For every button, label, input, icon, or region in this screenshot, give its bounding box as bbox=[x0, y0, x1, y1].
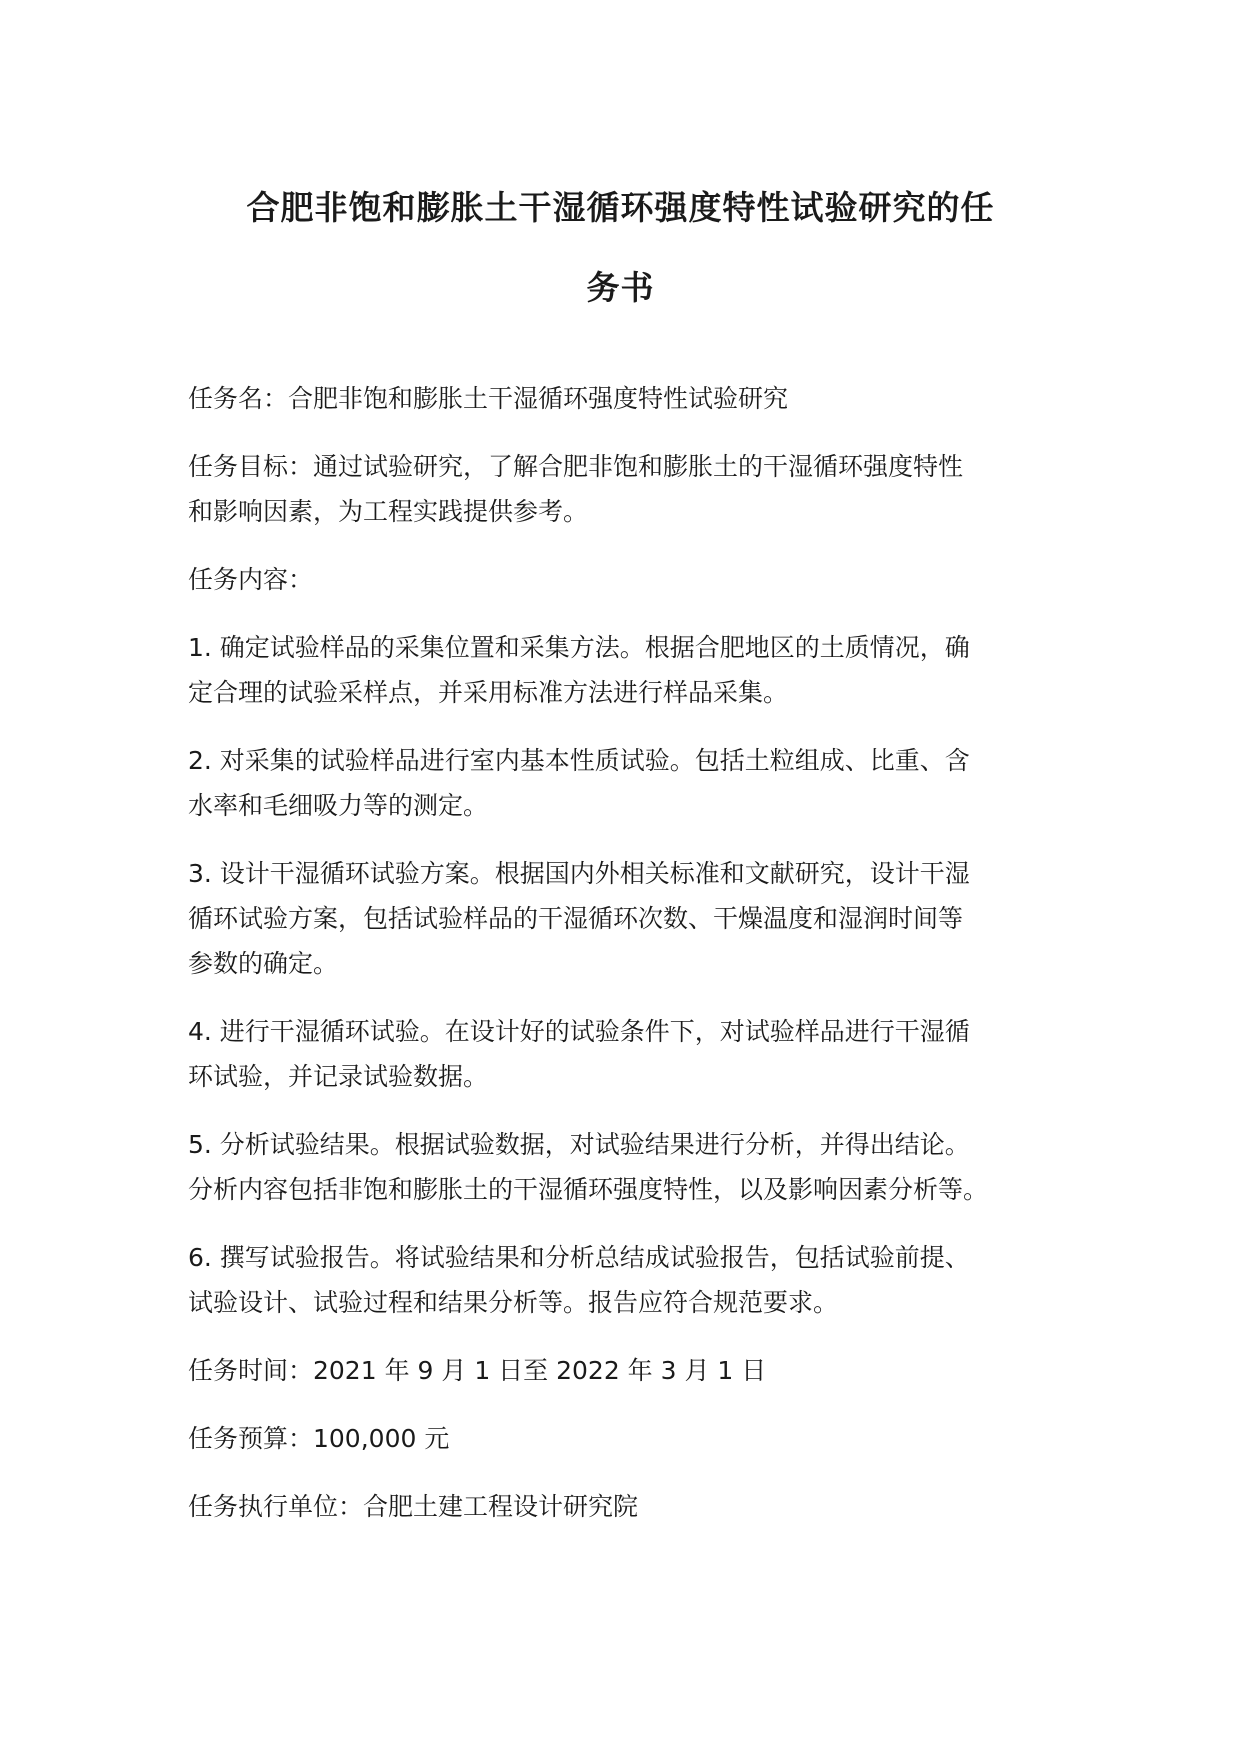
task-item-1-line-1: 1. 确定试验样品的采集位置和采集方法。根据合肥地区的土质情况，确 bbox=[188, 633, 970, 662]
task-item-6-line-1: 6. 撰写试验报告。将试验结果和分析总结成试验报告，包括试验前提、 bbox=[188, 1243, 970, 1272]
task-item-2-line-2: 水率和毛细吸力等的测定。 bbox=[188, 791, 489, 820]
task-item-3-line-1: 3. 设计干湿循环试验方案。根据国内外相关标准和文献研究，设计干湿 bbox=[188, 859, 970, 888]
task-item-1-line-2: 定合理的试验采样点，并采用标准方法进行样品采集。 bbox=[188, 678, 789, 707]
task-item-5-line-2: 分析内容包括非饱和膨胀土的干湿循环强度特性，以及影响因素分析等。 bbox=[188, 1175, 989, 1204]
task-goal-line-2: 和影响因素，为工程实践提供参考。 bbox=[188, 497, 589, 526]
task-item-4-line-2: 环试验，并记录试验数据。 bbox=[188, 1062, 489, 1091]
document-title-line-1: 合肥非饱和膨胀土干湿循环强度特性试验研究的任 bbox=[246, 188, 995, 227]
task-unit: 任务执行单位：合肥土建工程设计研究院 bbox=[188, 1492, 639, 1521]
task-time: 任务时间：2021 年 9 月 1 日至 2022 年 3 月 1 日 bbox=[188, 1356, 767, 1385]
task-name: 任务名：合肥非饱和膨胀土干湿循环强度特性试验研究 bbox=[188, 384, 789, 413]
task-item-6-line-2: 试验设计、试验过程和结果分析等。报告应符合规范要求。 bbox=[188, 1288, 839, 1317]
task-budget: 任务预算：100,000 元 bbox=[188, 1424, 450, 1453]
task-goal-line-1: 任务目标：通过试验研究，了解合肥非饱和膨胀土的干湿循环强度特性 bbox=[188, 452, 964, 481]
task-item-2-line-1: 2. 对采集的试验样品进行室内基本性质试验。包括土粒组成、比重、含 bbox=[188, 746, 970, 775]
task-item-3-line-2: 循环试验方案，包括试验样品的干湿循环次数、干燥温度和湿润时间等 bbox=[188, 904, 964, 933]
task-item-4-line-1: 4. 进行干湿循环试验。在设计好的试验条件下，对试验样品进行干湿循 bbox=[188, 1017, 970, 1046]
task-item-3-line-3: 参数的确定。 bbox=[188, 949, 339, 978]
task-item-5-line-1: 5. 分析试验结果。根据试验数据，对试验结果进行分析，并得出结论。 bbox=[188, 1130, 970, 1159]
document-title-line-2: 务书 bbox=[586, 268, 655, 307]
task-content-heading: 任务内容： bbox=[188, 565, 314, 594]
